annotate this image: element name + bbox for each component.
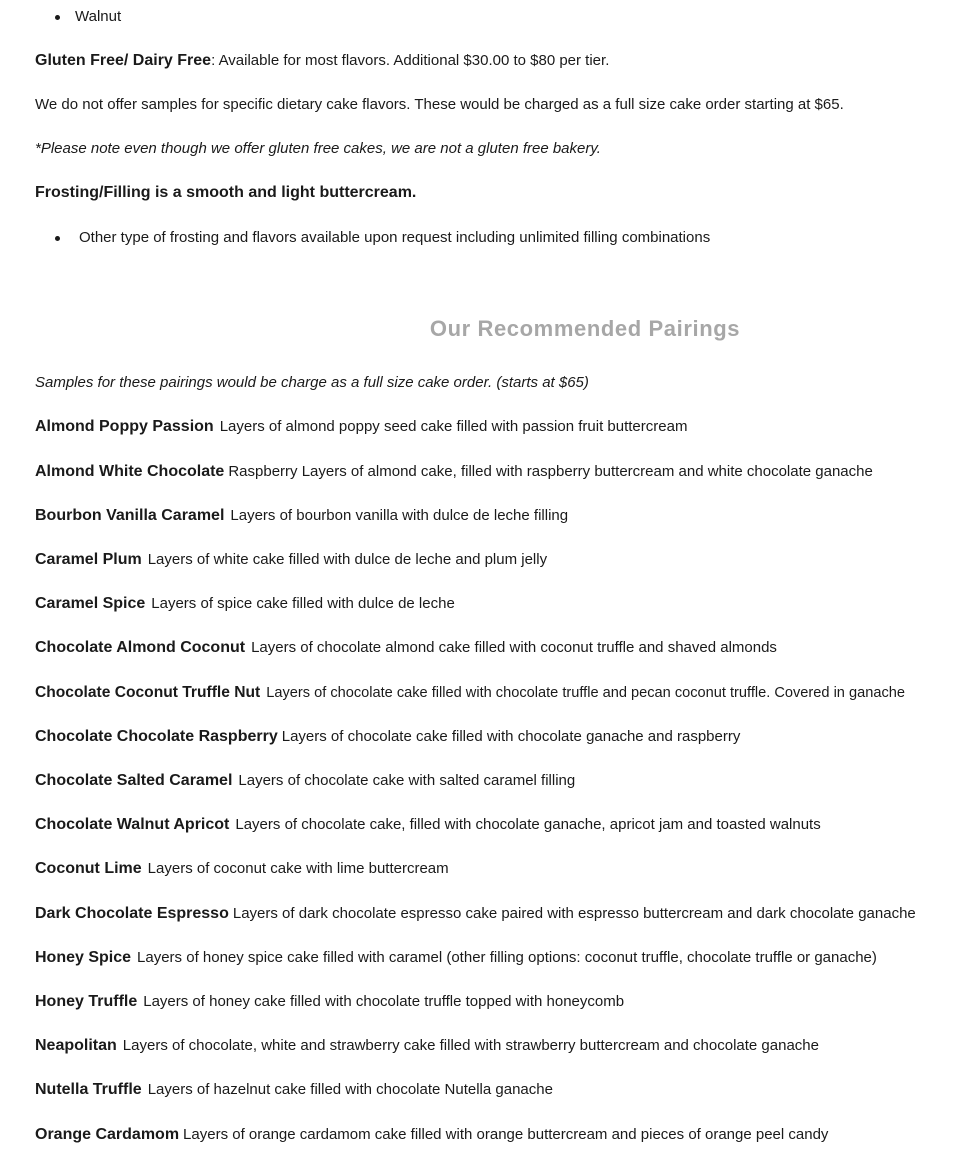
samples-note: We do not offer samples for specific dietary cake flavors. These would be charged as a full size cake order starting at $65. — [35, 96, 844, 113]
pairing-desc: Layers of spice cake filled with dulce de leche — [151, 595, 455, 612]
pairing-name: Coconut Lime — [35, 860, 142, 877]
pairing-item — [35, 727, 740, 747]
gluten-free-label: Gluten Free/ Dairy Free — [35, 52, 212, 69]
pairing-item — [35, 1036, 819, 1056]
pairing-name: Almond Poppy Passion — [35, 418, 214, 435]
pairings-heading: Our Recommended Pairings — [429, 316, 741, 341]
walnut-label: Walnut — [75, 8, 122, 25]
pairing-name: Orange Cardamom — [35, 1126, 180, 1143]
pairing-name: Nutella Truffle — [35, 1081, 142, 1098]
bullet-icon — [55, 15, 60, 20]
gluten-free-line — [35, 51, 609, 71]
pairing-desc: Layers of hazelnut cake filled with chocolate Nutella ganache — [147, 1081, 553, 1098]
pairing-desc: Layers of chocolate almond cake filled with coconut truffle and shaved almonds — [251, 639, 777, 656]
pairing-item — [35, 859, 449, 879]
pairing-item — [35, 594, 455, 614]
pairing-item — [35, 815, 821, 835]
gluten-disclaimer: *Please note even though we offer gluten free cakes, we are not a gluten free bakery. — [35, 140, 601, 157]
pairing-desc: Layers of orange cardamom cake filled with orange buttercream and pieces of orange peel candy — [183, 1126, 829, 1143]
pairing-desc: Layers of almond poppy seed cake filled with passion fruit buttercream — [219, 418, 688, 435]
pairing-item — [35, 550, 547, 570]
pairings-note: Samples for these pairings would be charge as a full size cake order. (starts at $65) — [35, 374, 589, 391]
pairing-item — [35, 462, 873, 482]
pairing-item — [35, 683, 905, 703]
pairing-desc: Layers of chocolate cake filled with chocolate truffle and pecan coconut truffle. Covered in ganache — [266, 685, 905, 701]
pairing-item — [35, 1125, 828, 1145]
bullet-icon — [55, 236, 60, 241]
frosting-bullet-text: Other type of frosting and flavors available upon request including unlimited filling combinations — [79, 229, 711, 246]
pairing-desc: Layers of honey spice cake filled with caramel (other filling options: coconut truffle, chocolate truffle or ganache) — [137, 949, 877, 966]
pairing-name: Caramel Plum — [35, 551, 142, 568]
pairing-item — [35, 417, 687, 437]
pairing-desc: Layers of bourbon vanilla with dulce de leche filling — [230, 507, 569, 524]
pairing-item — [35, 1080, 553, 1100]
pairing-desc: Layers of chocolate cake with salted caramel filling — [238, 772, 576, 789]
pairing-name: Bourbon Vanilla Caramel — [35, 507, 225, 524]
pairing-name: Chocolate Chocolate Raspberry — [35, 728, 278, 745]
pairing-item — [35, 948, 877, 968]
pairing-name: Dark Chocolate Espresso — [35, 905, 229, 922]
pairing-name: Chocolate Coconut Truffle Nut — [35, 684, 261, 701]
pairing-item — [35, 904, 916, 924]
pairing-item — [35, 992, 624, 1012]
pairing-desc: Layers of honey cake filled with chocolate truffle topped with honeycomb — [143, 993, 625, 1010]
pairing-item — [35, 638, 777, 658]
pairing-name: Chocolate Almond Coconut — [35, 639, 246, 656]
pairing-name: Almond White Chocolate — [35, 463, 225, 480]
pairing-item — [35, 506, 568, 526]
pairing-desc: Layers of chocolate cake, filled with chocolate ganache, apricot jam and toasted walnuts — [235, 816, 821, 833]
pairing-name: Caramel Spice — [35, 595, 146, 612]
pairing-desc: Layers of white cake filled with dulce de leche and plum jelly — [147, 551, 548, 568]
pairing-name: Honey Truffle — [35, 993, 138, 1010]
pairing-name: Chocolate Walnut Apricot — [35, 816, 230, 833]
pairing-name: Chocolate Salted Caramel — [35, 772, 233, 789]
pairing-desc: Raspberry Layers of almond cake, filled with raspberry buttercream and white chocolate ganache — [228, 463, 873, 480]
pairing-item — [35, 771, 575, 791]
pairing-name: Neapolitan — [35, 1037, 117, 1054]
pairing-desc: Layers of coconut cake with lime buttercream — [147, 860, 449, 877]
pairing-desc: Layers of chocolate cake filled with chocolate ganache and raspberry — [281, 728, 741, 745]
pairing-desc: Layers of dark chocolate espresso cake paired with espresso buttercream and dark chocolate ganache — [232, 905, 916, 922]
frosting-heading: Frosting/Filling is a smooth and light buttercream. — [35, 184, 417, 201]
pairing-name: Honey Spice — [35, 949, 132, 966]
pairing-desc: Layers of chocolate, white and strawberry cake filled with strawberry buttercream and chocolate ganache — [122, 1037, 819, 1054]
gluten-free-text: : Available for most flavors. Additional $30.00 to $80 per tier. — [211, 52, 610, 69]
